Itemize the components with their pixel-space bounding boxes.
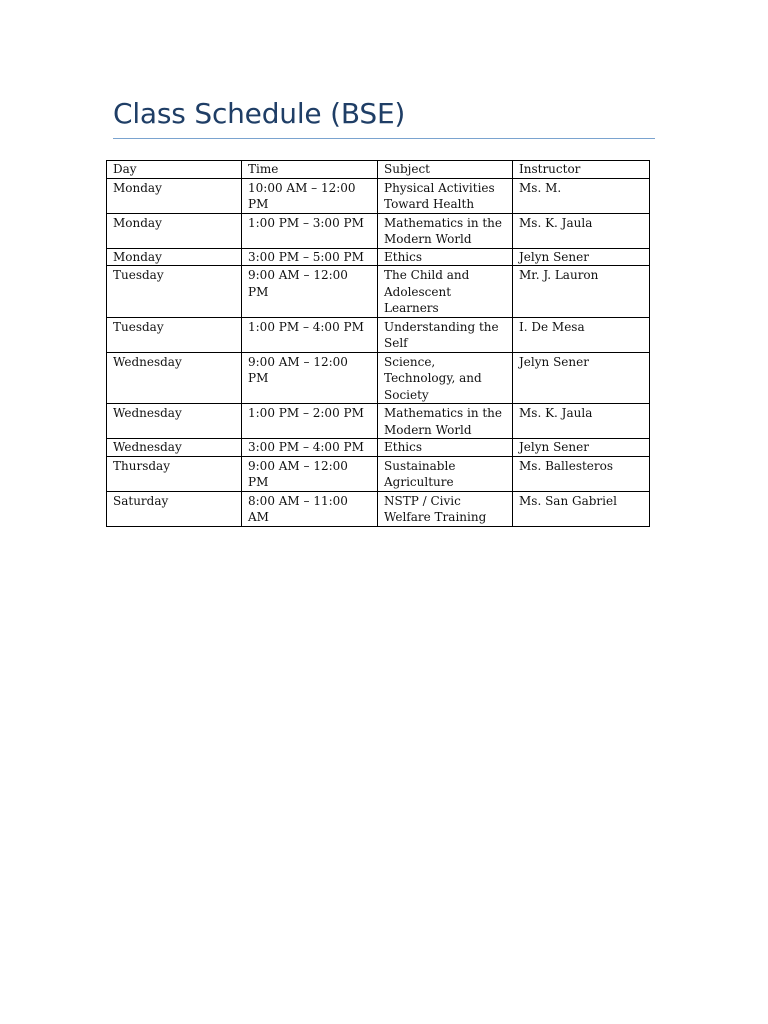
cell-instructor: Ms. Ballesteros <box>513 456 650 491</box>
cell-subject: Physical Activities Toward Health <box>378 178 513 213</box>
cell-time: 9:00 AM – 12:00 PM <box>242 266 378 318</box>
cell-subject: Ethics <box>378 248 513 266</box>
cell-subject: Mathematics in the Modern World <box>378 404 513 439</box>
cell-instructor: Ms. K. Jaula <box>513 213 650 248</box>
cell-day: Tuesday <box>107 266 242 318</box>
cell-subject: Ethics <box>378 439 513 457</box>
header-cell-instructor: Instructor <box>513 161 650 179</box>
header-cell-day: Day <box>107 161 242 179</box>
table-row <box>107 317 650 352</box>
cell-day: Saturday <box>107 491 242 526</box>
cell-subject: Understanding the Self <box>378 317 513 352</box>
cell-day: Monday <box>107 178 242 213</box>
cell-day: Wednesday <box>107 404 242 439</box>
cell-subject: Science, Technology, and Society <box>378 352 513 404</box>
cell-subject: Mathematics in the Modern World <box>378 213 513 248</box>
cell-day: Monday <box>107 213 242 248</box>
table-row <box>107 456 650 491</box>
cell-time: 8:00 AM – 11:00 AM <box>242 491 378 526</box>
cell-instructor: Ms. M. <box>513 178 650 213</box>
cell-time: 1:00 PM – 4:00 PM <box>242 317 378 352</box>
cell-instructor: Ms. K. Jaula <box>513 404 650 439</box>
header-cell-subject: Subject <box>378 161 513 179</box>
cell-time: 3:00 PM – 4:00 PM <box>242 439 378 457</box>
table-row <box>107 178 650 213</box>
cell-instructor: I. De Mesa <box>513 317 650 352</box>
cell-instructor: Jelyn Sener <box>513 352 650 404</box>
cell-instructor: Jelyn Sener <box>513 248 650 266</box>
cell-instructor: Jelyn Sener <box>513 439 650 457</box>
table-header-row <box>107 161 650 179</box>
cell-day: Wednesday <box>107 352 242 404</box>
table-row <box>107 352 650 404</box>
cell-time: 10:00 AM – 12:00 PM <box>242 178 378 213</box>
table-row <box>107 213 650 248</box>
table-row <box>107 439 650 457</box>
table-row <box>107 248 650 266</box>
table-row <box>107 404 650 439</box>
cell-subject: The Child and Adolescent Learners <box>378 266 513 318</box>
cell-subject: NSTP / Civic Welfare Training <box>378 491 513 526</box>
cell-time: 9:00 AM – 12:00 PM <box>242 456 378 491</box>
header-cell-time: Time <box>242 161 378 179</box>
cell-day: Monday <box>107 248 242 266</box>
class-schedule-table <box>106 160 650 527</box>
cell-day: Tuesday <box>107 317 242 352</box>
cell-time: 3:00 PM – 5:00 PM <box>242 248 378 266</box>
table-row <box>107 266 650 318</box>
cell-subject: Sustainable Agriculture <box>378 456 513 491</box>
table-row <box>107 491 650 526</box>
title-underline <box>113 138 655 139</box>
cell-time: 1:00 PM – 3:00 PM <box>242 213 378 248</box>
cell-time: 1:00 PM – 2:00 PM <box>242 404 378 439</box>
cell-time: 9:00 AM – 12:00 PM <box>242 352 378 404</box>
cell-day: Thursday <box>107 456 242 491</box>
cell-instructor: Ms. San Gabriel <box>513 491 650 526</box>
page-title: Class Schedule (BSE) <box>113 97 406 130</box>
cell-day: Wednesday <box>107 439 242 457</box>
cell-instructor: Mr. J. Lauron <box>513 266 650 318</box>
